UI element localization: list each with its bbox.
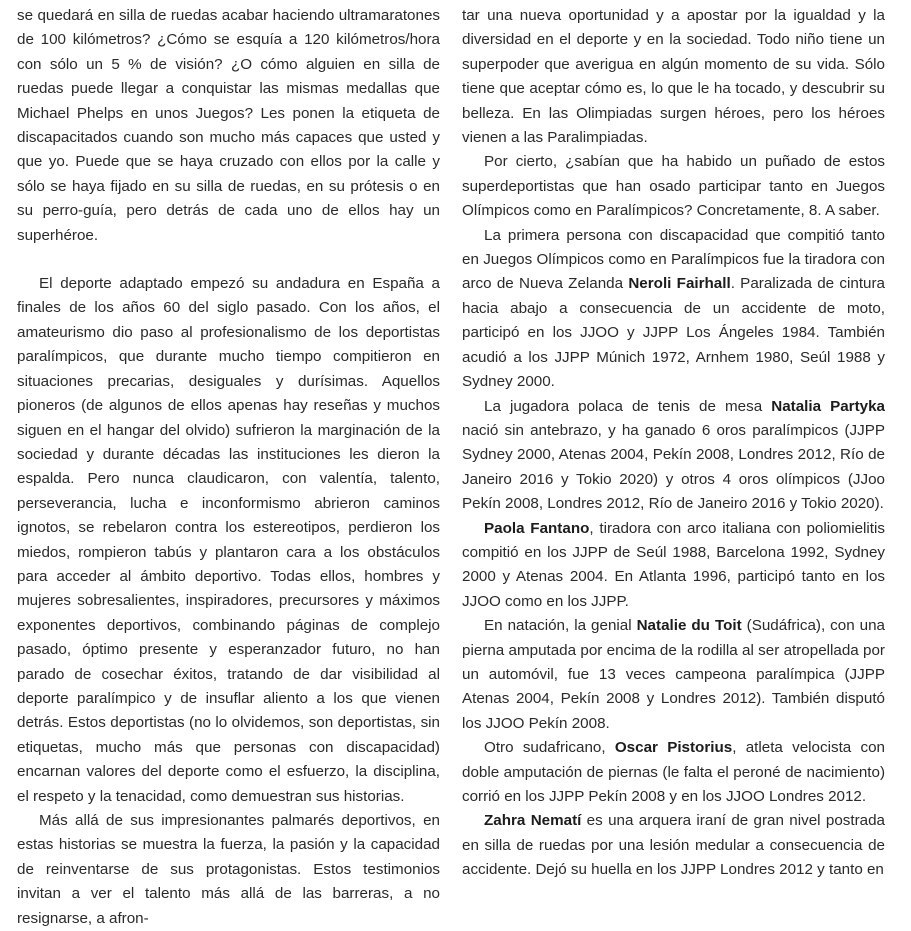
paragraph-natalia-partyka [462,395,885,517]
text-before: En natación, la genial [484,617,637,635]
paragraph-beyond-records: Más allá de sus impresionantes palmarés deportivos, en estas historias se muestra la fuerza, la pasión y la capacidad de reinventarse de sus protagonistas. Estos testimonios invitan a ver el talento más allá de las barreras, a no resignarse, a afron- [17,812,440,927]
text-after: (Sudáfrica), con una pierna amputada por encima de la rodilla al ser atropellada por un automóvil, fue 13 veces campeona paralímpica (JJPP Atenas 2004, Pekín 2008 y Londres 2012). También disputó los JJOO Pekín 2008. [462,617,886,732]
text-after: nació sin antebrazo, y ha ganado 6 oros paralímpicos (JJPP Sydney 2000, Atenas 2004, Pekín 2008, Londres 2012, Río de Janeiro 2016 y Tokio 2020) y otros 4 oros olímpicos (JJoo Pekín 2008, Londres 2012, Río de Janeiro 2016 y Tokio 2020). [462,421,885,513]
athlete-name: Natalie du Toit [636,617,742,635]
text-after: , atleta velocista con doble amputación de piernas (le falta el peroné de nacimiento) corrió en los JJPP Pekín 2008 y en los JJOO Londres 2012. [462,739,886,805]
paragraph-paola-fantano [462,517,885,615]
text-after: es una arquera iraní de gran nivel postrada en silla de ruedas por una lesión medular a consecuencia de accidente. Dejó su huella en los JJPP Londres 2012 y tanto en [462,812,885,879]
left-column [17,4,440,931]
paragraph-natalie-du-toit [462,614,885,736]
athlete-name: Paola Fantano [484,519,590,537]
athlete-name: Oscar Pistorius [614,739,733,757]
paragraph-oscar-pistorius [462,736,885,809]
athlete-name: Natalia Partyka [771,397,885,415]
text-after: , tiradora con arco italiana con poliomielitis compitió en los JJPP de Seúl 1988, Barcelona 1992, Sydney 2000 y Atenas 2004. En Atlanta 1996, participó tanto en los JJOO como en los JJPP. [462,519,885,610]
paragraph-history: El deporte adaptado empezó su andadura en España a finales de los años 60 del siglo pasado. Con los años, el amateurismo dio paso al profesionalismo de los deportistas paralímpicos, que durante mucho tiempo compitieron en situaciones precarias, desiguales y durísimas. Aquellos pioneros (de algunos de ellos apenas hay reseñas y muchos siguen en el hangar del olvido) sufrieron la marginación de la sociedad y durante décadas las instituciones les dieron la espalda. Pero nunca claudicaron, con valentía, talento, perseverancia, lucha e inconformismo abrieron caminos ignotos, se rebelaron contra los estereotipos, perdieron los miedos, rompieron tabús y plantaron cara a los obstáculos para acceder al ámbito deportivo. Todas ellos, hombres y mujeres sobresalientes, inspiradores, precursores y máximos exponentes deportivos, combinando páginas de complejo pasado, óptimo presente y esperanzador futuro, no han parado de cosechar éxitos, tratando de dar visibilidad al deporte paralímpico y de insuflar aliento a los que vienen detrás. Estos deportistas (no lo olvidemos, son deportistas, sin etiquetas, mucho más que personas con discapacidad) encarnan valores del deporte como el esfuerzo, la disciplina, el respeto y la tenacidad, como demuestran sus historias. [17,275,440,805]
paragraph-continuation: tar una nueva oportunidad y a apostar por la igualdad y la diversidad en el deporte y en la sociedad. Todo niño tiene un superpoder que averigua en algún momento de su vida. Sólo tiene que aceptar cómo es, lo que le ha tocado, y descubrir su belleza. En las Olimpiadas surgen héroes, pero los héroes vienen a las Paralimpiadas. [462,7,885,147]
right-column [462,4,885,883]
text-before: Otro sudafricano, [484,739,615,757]
text-after: . Paralizada de cintura hacia abajo a consecuencia de un accidente de moto, participó en los JJOO y JJPP Los Ángeles 1984. También acudió a los JJPP Múnich 1972, Arnhem 1980, Seúl 1988 y Sydney 2000. [462,275,885,391]
text-before: La jugadora polaca de tenis de mesa [484,397,772,415]
paragraph-intro-questions: se quedará en silla de ruedas acabar haciendo ultramaratones de 100 kilómetros? ¿Cómo se esquía a 120 kilómetros/hora con sólo un 5 % de visión? ¿O cómo alguien en silla de ruedas puede llegar a conquistar las mismas medallas que Michael Phelps en unos Juegos? Les ponen la etiqueta de discapacitados cuando son mucho más capaces que usted y que yo. Puede que se haya cruzado con ellos por la calle y sólo se haya fijado en su silla de ruedas, en su prótesis o en su perro-guía, pero detrás de cada uno de ellos hay un superhéroe. [17,7,440,244]
paragraph-by-the-way: Por cierto, ¿sabían que ha habido un puñado de estos superdeportistas que han osado participar tanto en Juegos Olímpicos como en Paralímpicos? Concretamente, 8. A saber. [462,153,885,220]
paragraph-neroli-fairhall [462,224,885,395]
text-before: La primera persona con discapacidad que compitió tanto en Juegos Olímpicos como en Paralímpicos fue la tiradora con arco de Nueva Zelanda [462,226,885,293]
athlete-name: Neroli Fairhall [628,275,731,293]
athlete-name: Zahra Nematí [484,812,582,830]
paragraph-zahra-nemati [462,809,885,882]
